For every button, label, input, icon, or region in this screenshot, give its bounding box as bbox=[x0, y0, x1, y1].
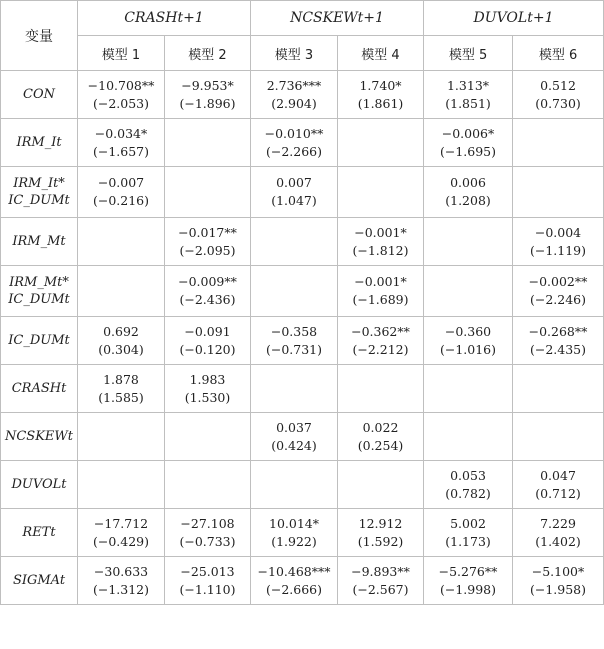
coefficient-cell bbox=[78, 557, 165, 605]
coefficient-value: 0.006 bbox=[450, 175, 486, 190]
coefficient-value: −0.002** bbox=[528, 274, 588, 289]
t-statistic: (−2.212) bbox=[352, 341, 409, 357]
coefficient-value: −10.708** bbox=[87, 77, 155, 93]
coefficient-cell bbox=[165, 365, 251, 413]
t-statistic: (−2.435) bbox=[530, 341, 587, 357]
model-header: 模型 6 bbox=[513, 36, 604, 71]
t-statistic: (−0.733) bbox=[179, 533, 236, 549]
coefficient-cell bbox=[513, 557, 604, 605]
coefficient-value: 1.983 bbox=[189, 371, 226, 387]
t-statistic: (−0.731) bbox=[265, 341, 322, 357]
coefficient-cell bbox=[251, 365, 338, 413]
t-statistic: (1.861) bbox=[357, 95, 404, 111]
t-statistic: (−1.689) bbox=[352, 292, 409, 307]
group-header: DUVOLt+1 bbox=[424, 1, 604, 36]
coefficient-cell bbox=[338, 167, 424, 218]
coefficient-value: 7.229 bbox=[540, 515, 576, 531]
coefficient-cell bbox=[165, 557, 251, 605]
coefficient-cell bbox=[424, 461, 513, 509]
variable-name bbox=[1, 509, 78, 557]
variable-name-line: SIGMAt bbox=[12, 573, 66, 588]
t-statistic: (−1.695) bbox=[440, 143, 497, 159]
coefficient-cell bbox=[338, 71, 424, 119]
t-statistic: (−2.666) bbox=[265, 581, 322, 597]
variable-name bbox=[1, 461, 78, 509]
t-statistic: (1.592) bbox=[357, 533, 404, 549]
coefficient-cell bbox=[513, 365, 604, 413]
model-header: 模型 4 bbox=[338, 36, 424, 71]
t-statistic: (1.851) bbox=[445, 95, 491, 111]
variable-name bbox=[1, 413, 78, 461]
model-header: 模型 5 bbox=[424, 36, 513, 71]
model-header: 模型 2 bbox=[165, 36, 251, 71]
coefficient-cell bbox=[78, 266, 165, 317]
coefficient-value: −0.001* bbox=[354, 224, 407, 240]
t-statistic: (−2.095) bbox=[179, 242, 236, 258]
t-statistic: (−2.436) bbox=[179, 292, 236, 307]
coefficient-cell bbox=[513, 317, 604, 365]
coefficient-value: −0.034* bbox=[94, 125, 148, 141]
table-row bbox=[1, 71, 604, 119]
coefficient-value: −5.100* bbox=[531, 563, 585, 579]
coefficient-cell bbox=[165, 461, 251, 509]
group-header: NCSKEWt+1 bbox=[251, 1, 424, 36]
coefficient-value: 0.692 bbox=[103, 323, 139, 339]
t-statistic: (0.782) bbox=[445, 485, 491, 501]
coefficient-value: −9.953* bbox=[181, 77, 234, 93]
coefficient-value: −27.108 bbox=[180, 515, 235, 531]
variable-name bbox=[1, 167, 78, 218]
t-statistic: (−2.567) bbox=[352, 581, 409, 597]
coefficient-value: 0.022 bbox=[362, 419, 399, 435]
table-row bbox=[1, 266, 604, 317]
coefficient-cell bbox=[78, 317, 165, 365]
t-statistic: (1.585) bbox=[98, 389, 144, 405]
t-statistic: (0.730) bbox=[535, 95, 581, 111]
coefficient-value: 1.740* bbox=[359, 77, 402, 93]
coefficient-value: −0.362** bbox=[351, 323, 410, 339]
t-statistic: (0.712) bbox=[535, 485, 581, 501]
t-statistic: (0.254) bbox=[357, 437, 404, 453]
table-row bbox=[1, 509, 604, 557]
coefficient-cell bbox=[165, 266, 251, 317]
variable-name-line: IRM_It* bbox=[13, 176, 65, 191]
coefficient-value: −0.007 bbox=[97, 175, 145, 190]
coefficient-cell bbox=[251, 413, 338, 461]
table-row bbox=[1, 557, 604, 605]
t-statistic: (−2.246) bbox=[530, 292, 587, 307]
coefficient-cell bbox=[78, 218, 165, 266]
coefficient-cell bbox=[338, 218, 424, 266]
coefficient-cell bbox=[513, 167, 604, 218]
t-statistic: (−1.998) bbox=[440, 581, 497, 597]
coefficient-cell bbox=[338, 365, 424, 413]
table-row bbox=[1, 461, 604, 509]
coefficient-value: 5.002 bbox=[450, 515, 486, 531]
coefficient-cell bbox=[251, 317, 338, 365]
coefficient-value: −0.360 bbox=[444, 323, 492, 339]
t-statistic: (1.047) bbox=[271, 193, 317, 208]
t-statistic: (−0.429) bbox=[92, 533, 149, 549]
coefficient-value: −0.004 bbox=[534, 224, 582, 240]
t-statistic: (−1.016) bbox=[440, 341, 497, 357]
t-statistic: (−1.896) bbox=[179, 95, 236, 111]
coefficient-cell bbox=[513, 461, 604, 509]
coefficient-cell bbox=[424, 365, 513, 413]
variable-name-line: IC_DUMt bbox=[8, 333, 70, 348]
coefficient-value: 1.878 bbox=[103, 371, 139, 387]
group-header: CRASHt+1 bbox=[78, 1, 251, 36]
coefficient-value: 0.037 bbox=[276, 419, 312, 435]
variable-name bbox=[1, 365, 78, 413]
coefficient-value: −17.712 bbox=[93, 515, 149, 531]
coefficient-cell bbox=[165, 413, 251, 461]
t-statistic: (1.402) bbox=[535, 533, 581, 549]
t-statistic: (−1.657) bbox=[92, 143, 149, 159]
table-row bbox=[1, 413, 604, 461]
coefficient-cell bbox=[78, 461, 165, 509]
coefficient-cell bbox=[424, 413, 513, 461]
variable-name-line: CON bbox=[23, 87, 55, 102]
t-statistic: (−0.216) bbox=[92, 193, 149, 208]
t-statistic: (0.304) bbox=[98, 341, 144, 357]
t-statistic: (−1.119) bbox=[530, 242, 587, 258]
t-statistic: (2.904) bbox=[271, 95, 317, 111]
coefficient-value: 12.912 bbox=[358, 515, 403, 531]
header-row-groups bbox=[1, 1, 604, 36]
coefficient-cell bbox=[338, 119, 424, 167]
coefficient-cell bbox=[78, 71, 165, 119]
coefficient-cell bbox=[78, 167, 165, 218]
coefficient-cell bbox=[165, 71, 251, 119]
coefficient-cell bbox=[78, 509, 165, 557]
coefficient-cell bbox=[338, 461, 424, 509]
coefficient-value: 2.736*** bbox=[266, 77, 322, 93]
coefficient-cell bbox=[165, 509, 251, 557]
variable-name-line: NCSKEWt bbox=[4, 429, 73, 444]
coefficient-value: −0.001* bbox=[354, 274, 407, 289]
coefficient-cell bbox=[251, 266, 338, 317]
coefficient-cell bbox=[338, 557, 424, 605]
variable-name-line: DUVOLt bbox=[11, 477, 67, 492]
coefficient-value: −0.268** bbox=[528, 323, 588, 339]
coefficient-value: 0.512 bbox=[540, 77, 576, 93]
coefficient-cell bbox=[251, 557, 338, 605]
header-row-models bbox=[1, 36, 604, 71]
coefficient-cell bbox=[513, 119, 604, 167]
coefficient-cell bbox=[165, 167, 251, 218]
corner-label: 变量 bbox=[1, 1, 78, 71]
coefficient-value: 10.014* bbox=[269, 515, 319, 531]
coefficient-cell bbox=[513, 413, 604, 461]
variable-name-line: IC_DUMt bbox=[8, 292, 70, 307]
coefficient-cell bbox=[424, 167, 513, 218]
coefficient-value: −0.006* bbox=[441, 125, 495, 141]
t-statistic: (−1.110) bbox=[179, 581, 236, 597]
coefficient-value: −9.893** bbox=[351, 563, 410, 579]
variable-name bbox=[1, 218, 78, 266]
t-statistic: (−0.120) bbox=[179, 341, 236, 357]
coefficient-cell bbox=[424, 317, 513, 365]
coefficient-value: 0.007 bbox=[276, 175, 312, 190]
coefficient-value: 1.313* bbox=[446, 77, 490, 93]
t-statistic: (−1.312) bbox=[92, 581, 149, 597]
coefficient-cell bbox=[78, 119, 165, 167]
variable-name bbox=[1, 71, 78, 119]
coefficient-cell bbox=[165, 218, 251, 266]
variable-name bbox=[1, 317, 78, 365]
coefficient-cell bbox=[251, 461, 338, 509]
variable-name bbox=[1, 119, 78, 167]
coefficient-cell bbox=[513, 509, 604, 557]
table-row bbox=[1, 218, 604, 266]
coefficient-cell bbox=[424, 119, 513, 167]
coefficient-cell bbox=[251, 71, 338, 119]
variable-name bbox=[1, 266, 78, 317]
coefficient-value: −0.358 bbox=[270, 323, 318, 339]
table-row bbox=[1, 119, 604, 167]
coefficient-value: −0.017** bbox=[178, 224, 237, 240]
coefficient-cell bbox=[251, 167, 338, 218]
coefficient-cell bbox=[513, 71, 604, 119]
coefficient-value: −0.091 bbox=[184, 323, 231, 339]
coefficient-value: −10.468*** bbox=[257, 563, 331, 579]
t-statistic: (1.208) bbox=[445, 193, 491, 208]
table-row bbox=[1, 167, 604, 218]
model-header: 模型 1 bbox=[78, 36, 165, 71]
table-body bbox=[1, 71, 604, 605]
variable-name bbox=[1, 557, 78, 605]
coefficient-cell bbox=[251, 509, 338, 557]
coefficient-value: −30.633 bbox=[93, 563, 149, 579]
variable-name-line: IC_DUMt bbox=[8, 193, 70, 208]
variable-name-line: IRM_Mt bbox=[12, 234, 66, 249]
variable-name-line: CRASHt bbox=[11, 381, 67, 396]
t-statistic: (1.173) bbox=[445, 533, 491, 549]
coefficient-cell bbox=[424, 71, 513, 119]
coefficient-cell bbox=[165, 317, 251, 365]
variable-name-line: IRM_It bbox=[16, 135, 62, 150]
coefficient-value: −5.276** bbox=[438, 563, 498, 579]
t-statistic: (1.530) bbox=[184, 389, 231, 405]
coefficient-cell bbox=[424, 557, 513, 605]
coefficient-value: −0.010** bbox=[264, 125, 324, 141]
coefficient-cell bbox=[338, 509, 424, 557]
coefficient-cell bbox=[338, 413, 424, 461]
coefficient-cell bbox=[338, 266, 424, 317]
coefficient-value: 0.053 bbox=[450, 467, 486, 483]
table-row bbox=[1, 317, 604, 365]
coefficient-value: 0.047 bbox=[540, 467, 576, 483]
coefficient-cell bbox=[513, 218, 604, 266]
coefficient-cell bbox=[424, 509, 513, 557]
t-statistic: (1.922) bbox=[271, 533, 317, 549]
coefficient-cell bbox=[251, 218, 338, 266]
coefficient-value: −0.009** bbox=[178, 274, 237, 289]
variable-name-line: RETt bbox=[22, 525, 56, 540]
t-statistic: (−1.812) bbox=[352, 242, 409, 258]
t-statistic: (0.424) bbox=[271, 437, 317, 453]
t-statistic: (−1.958) bbox=[530, 581, 587, 597]
variable-name-line: IRM_Mt* bbox=[9, 275, 69, 290]
coefficient-cell bbox=[78, 365, 165, 413]
coefficient-cell bbox=[165, 119, 251, 167]
t-statistic: (−2.053) bbox=[92, 95, 149, 111]
model-header: 模型 3 bbox=[251, 36, 338, 71]
coefficient-cell bbox=[251, 119, 338, 167]
coefficient-cell bbox=[338, 317, 424, 365]
t-statistic: (−2.266) bbox=[265, 143, 322, 159]
coefficient-cell bbox=[513, 266, 604, 317]
coefficient-cell bbox=[78, 413, 165, 461]
table-row bbox=[1, 365, 604, 413]
coefficient-value: −25.013 bbox=[180, 563, 235, 579]
coefficient-cell bbox=[424, 218, 513, 266]
coefficient-cell bbox=[424, 266, 513, 317]
